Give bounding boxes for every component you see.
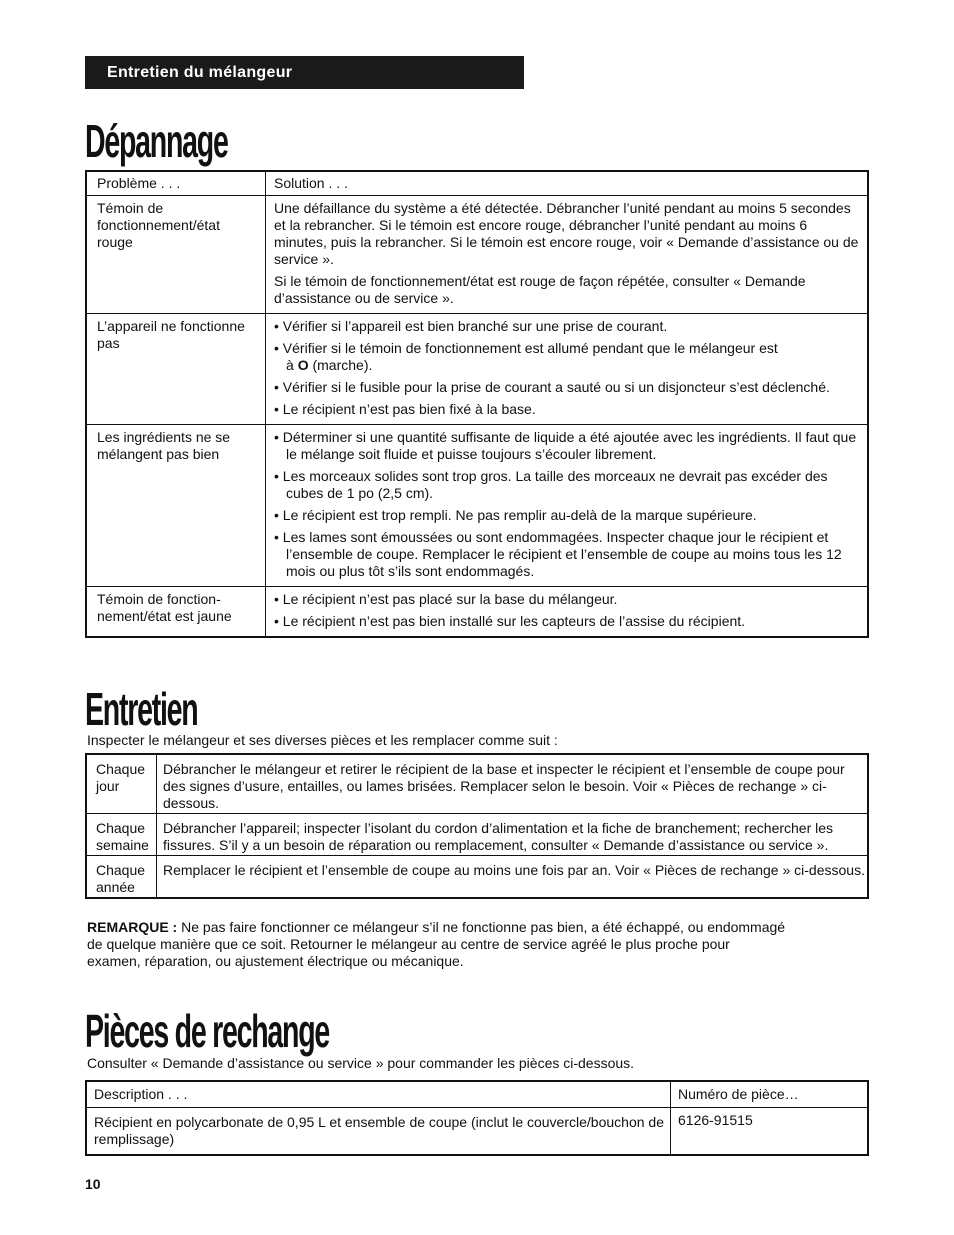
- solution-bullet: • Les morceaux solides sont trop gros. La taille des morceaux ne devrait pas excéder des cubes de 1 po (2,5 cm).: [274, 468, 828, 501]
- solution-bullet: • Vérifier si le témoin de fonctionnement est allumé pendant que le mélangeur est à O (marche).: [274, 340, 778, 373]
- parts-intro: Consulter « Demande d’assistance ou service » pour commander les pièces ci-dessous.: [87, 1055, 635, 1071]
- frequency-cell: Chaque année: [86, 856, 157, 899]
- section-header-bar: Entretien du mélangeur: [85, 56, 524, 89]
- table-row: [86, 814, 868, 856]
- note-label: REMARQUE :: [87, 919, 178, 935]
- solution-bullet: • Vérifier si l’appareil est bien branché sur une prise de courant.: [274, 318, 668, 334]
- solution-paragraph: Si le témoin de fonctionnement/état est rouge de façon répétée, consulter « Demande d’assistance ou de service ».: [274, 273, 806, 306]
- solution-bullet: • Le récipient n’est pas bien fixé à la base.: [274, 401, 536, 417]
- solution-column-header: Solution . . .: [266, 171, 869, 196]
- problem-cell: Témoin de fonctionnement/état rouge: [86, 196, 266, 314]
- solution-cell: [266, 196, 869, 314]
- table-row: [86, 425, 868, 587]
- solution-cell: [266, 587, 869, 638]
- solution-bullet: • Vérifier si le fusible pour la prise de courant a sauté ou si un disjoncteur s’est déclenché.: [274, 379, 830, 395]
- table-header-row: [86, 171, 868, 196]
- parts-title: Pièces de rechange: [85, 1005, 330, 1057]
- solution-bullet: • Les lames sont émoussées ou sont endommagées. Inspecter chaque jour le récipient et l’ensemble de coupe. Remplacer le récipient et l’ensemble de coupe au moins tous les 12 mois ou plus tôt s’ils sont endommagés.: [274, 529, 842, 579]
- maintenance-table: [85, 753, 869, 899]
- table-row: [86, 587, 868, 638]
- on-position-label: O: [297, 357, 309, 373]
- bullet-text: • Vérifier si le témoin de fonctionnement est allumé pendant que le mélangeur est: [274, 340, 778, 356]
- frequency-cell: Chaque jour: [86, 754, 157, 814]
- troubleshooting-title: Dépannage: [85, 115, 228, 167]
- problem-cell: Les ingrédients ne se mélangent pas bien: [86, 425, 266, 587]
- frequency-cell: Chaque semaine: [86, 814, 157, 856]
- instruction-cell: Remplacer le récipient et l’ensemble de coupe au moins une fois par an. Voir « Pièces de rechange » ci-dessous.: [157, 856, 869, 899]
- maintenance-title: Entretien: [85, 683, 198, 735]
- table-header-row: [86, 1081, 868, 1108]
- instruction-cell: Débrancher l’appareil; inspecter l’isolant du cordon d’alimentation et la fiche de branchement; rechercher les fissures. S’il y a un besoin de réparation ou remplacement, consulter « Demande d’assistance ou service ».: [157, 814, 869, 856]
- maintenance-note: [87, 919, 787, 970]
- description-column-header: Description . . .: [86, 1081, 671, 1108]
- solution-bullet: • Le récipient n’est pas placé sur la base du mélangeur.: [274, 591, 618, 607]
- table-row: [86, 856, 868, 899]
- solution-cell: [266, 425, 869, 587]
- problem-cell: Témoin de fonction-nement/état est jaune: [86, 587, 266, 638]
- table-row: [86, 754, 868, 814]
- solution-paragraph: Une défaillance du système a été détectée. Débrancher l’unité pendant au moins 5 secondes et la rebrancher. Si le témoin est encore rouge, débrancher l’unité pendant au moins 6 minutes, puis la rebrancher. Si le témoin est encore rouge, voir « Demande d’assistance ou de service ».: [274, 200, 859, 267]
- table-row: [86, 196, 868, 314]
- solution-cell: [266, 314, 869, 425]
- page-number: 10: [85, 1176, 101, 1192]
- troubleshooting-table: [85, 170, 869, 638]
- instruction-cell: Débrancher le mélangeur et retirer le récipient de la base et inspecter le récipient et l’ensemble de coupe pour des signes d’usure, entailles, ou lames brisées. Remplacer selon le besoin. Voir « Pièces de rechange » ci-dessous.: [157, 754, 869, 814]
- note-text: Ne pas faire fonctionner ce mélangeur s’il ne fonctionne pas bien, a été échappé, ou endommagé de quelque manière que ce soit. Retourner le mélangeur au centre de service agréé le plus proche pour examen, réparation, ou ajustement électrique ou mécanique.: [87, 919, 786, 969]
- solution-bullet: • Le récipient n’est pas bien installé sur les capteurs de l’assise du récipient.: [274, 613, 746, 629]
- maintenance-intro: Inspecter le mélangeur et ses diverses pièces et les remplacer comme suit :: [87, 732, 558, 748]
- part-description-cell: Récipient en polycarbonate de 0,95 L et ensemble de coupe (inclut le couvercle/bouchon de remplissage): [86, 1108, 671, 1155]
- table-row: [86, 1108, 868, 1155]
- part-number-column-header: Numéro de pièce…: [671, 1081, 869, 1108]
- bullet-tail: (marche).: [308, 357, 373, 373]
- part-number-cell: 6126-91515: [671, 1108, 869, 1155]
- solution-bullet: • Déterminer si une quantité suffisante de liquide a été ajoutée avec les ingrédients. Il faut que le mélange soit fluide et puisse toujours s’écouler librement.: [274, 429, 857, 462]
- problem-cell: L’appareil ne fonctionne pas: [86, 314, 266, 425]
- problem-column-header: Problème . . .: [86, 171, 266, 196]
- table-row: [86, 314, 868, 425]
- parts-table: [85, 1080, 869, 1156]
- solution-bullet: • Le récipient est trop rempli. Ne pas remplir au-delà de la marque supérieure.: [274, 507, 757, 523]
